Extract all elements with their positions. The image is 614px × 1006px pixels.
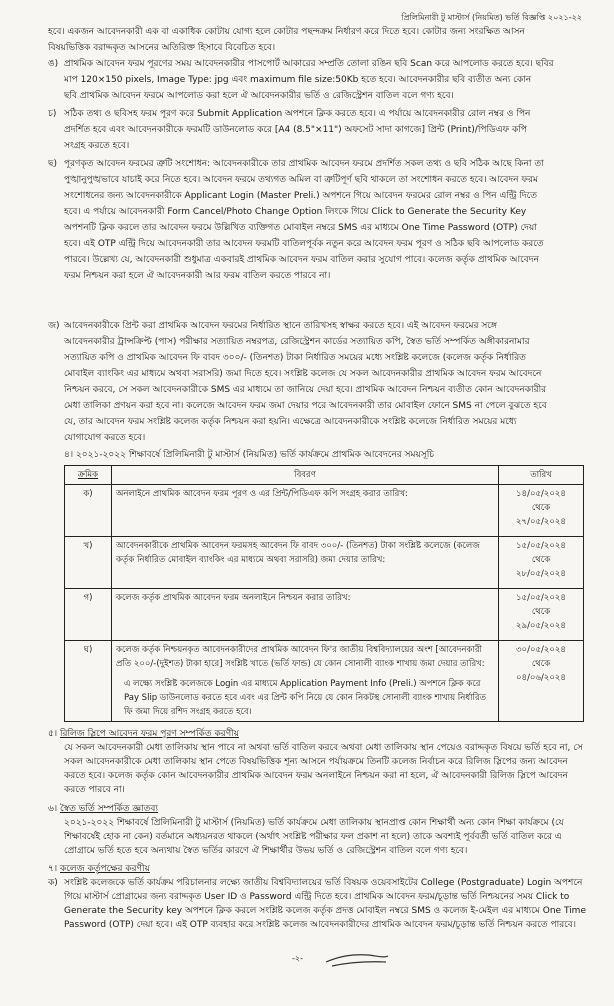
intro-paragraph	[48, 24, 576, 56]
section-title: রিলিজ স্লিপে আবেদন ফরম পূরণ সম্পর্কিত করণীয়	[59, 729, 240, 739]
item-line: মোবাইল ব্যাংকিং এর মাধ্যমে অথবা সরাসরি) জমা দিতে হবে। সংশ্লিষ্ট কলেজ যে সকল আবেদনকারীর প্রাথমিক আবেদন ফরম আবেদনে	[64, 369, 542, 379]
intro-line: বিষয়ভিত্তিক বরাদ্দকৃত আসনের অতিরিক্ত হিসাবে বিবেচিত হবে।	[48, 43, 276, 53]
date-start: ৩০/০৫/২০২৪	[516, 645, 566, 655]
item-line: সংশোধনের জন্য আবেদনকারীকে Applicant Login (Master Preli.) অপশনে গিয়ে আবেদন ফরমের রোল নম্বর ও পিন এন্ট্রি দিতে	[64, 191, 538, 201]
item-nga	[48, 56, 592, 104]
section-heading	[48, 862, 588, 876]
date-start: ১৪/০৫/২০২৪	[516, 489, 566, 499]
section-heading	[48, 727, 588, 741]
date-range-word: থেকে	[531, 503, 551, 513]
date-end: ২৮/০৫/২০২৪	[516, 569, 566, 579]
description-header: বিবরণ	[112, 466, 499, 485]
date-start: ১৫/০৫/২০২৪	[516, 541, 566, 551]
item-line: সত্যায়িত কপি ও প্রাথমিক আবেদন ফি বাবদ ৩০০/- (তিনশত) টাকা নির্ধারিত সময়ের মধ্যে সংশ্লিষ্ট কলেজে (কলেজ কর্তৃক নির্ধারিত	[64, 353, 526, 363]
item-line: হবে। এ পর্যায়ে আবেদনকারী Form Cancel/Photo Change Option লিংকে গিয়ে Click to Generate the Security Key	[64, 207, 527, 217]
date-header: তারিখ	[499, 466, 584, 485]
item-line: অপশনটি ক্লিক করলে তার আবেদন ফরমে উল্লিখিত ব্যক্তিগত মোবাইল নম্বরে SMS এর মাধ্যমে One Time Password (OTP) দেয়া	[64, 223, 537, 233]
section-7	[48, 862, 588, 932]
date-end: ২৯/০৫/২০২৪	[516, 621, 566, 631]
row-serial: খ)	[65, 537, 112, 589]
item-line: যোগাযোগ করতে হবে।	[64, 433, 146, 443]
section-heading	[48, 802, 588, 816]
section-item	[48, 876, 588, 932]
item-line: আবেদনকারীর ট্রান্সক্রিপ্ট (পাস) পরীক্ষার সত্যায়িত নম্বরপত্র, রেজিস্ট্রেশন কার্ডের সত্যায়িত কপি, স্বৈত ভর্তি সম্পর্কিত অঙ্গীকারনামার	[64, 337, 530, 347]
section-4-heading	[64, 448, 584, 462]
item-label: ঙ)	[48, 59, 59, 69]
item-line: ফরম নিশ্চয়ন করা হলে ঐ আবেদনকারী আর ফরম বাতিল করতে পারবে না।	[64, 271, 331, 281]
section-6	[48, 802, 588, 858]
schedule-table	[64, 465, 584, 722]
row-description: অনলাইনে প্রাথমিক আবেদন ফরম পূরণ ও এর প্রিন্ট/পিডিএফ কপি সংগ্রহ করার তারিখ:	[112, 485, 499, 537]
item-line: মেধা তালিকা প্রণয়ন করা হবে না। কলেজে আবেদন ফরম জমা দেয়ার পরে আবেদনকারী তার মোবাইল ফোনে SMS না পেলে বুঝতে হবে	[64, 401, 547, 411]
item-line: হবে। এই OTP এন্ট্রি দিয়ে আবেদনকারী তার আবেদন ফরমটি বাতিলপূর্বক নতুন করে আবেদন ফরম পূরণ ও সঠিক ছবি আপলোড করতে	[64, 239, 544, 249]
item-chha	[48, 156, 592, 284]
item-line: প্রাথমিক আবেদন ফরম পূরণের সময় আবেদনকারীর পাসপোর্ট আকারের সম্প্রতি তোলা রঙিন ছবি Scan করে আপলোড করতে হবে। ছবির	[64, 59, 554, 69]
section-number: ৪।	[64, 450, 74, 460]
table-header-row	[65, 466, 584, 485]
item-label: চ)	[48, 109, 57, 119]
date-range-word: থেকে	[531, 555, 551, 565]
item-line: মাপ 120×150 pixels, Image Type: jpg এবং maximum file size:50Kb হতে হবে। আবেদনকারীর ছবি ব্যতীত অন্য কোন	[64, 75, 532, 85]
item-line: প্রদর্শিত হবে এবং আবেদনকারীকে ফরমটি ডাউনলোড করে [A4 (8.5"×11") অফসেট সাদা কাগজে] প্রিন্ট (Print)/পিডিএফ কপি	[64, 125, 527, 135]
signature-mark	[322, 946, 392, 970]
row-dates	[499, 537, 584, 589]
item-line: পারবে। উল্লেখ্য যে, আবেদনকারী শুধুমাত্র একবারই প্রাথমিক আবেদন ফরম বাতিল করার সুযোগ পাবে। কলেজ কর্তৃক প্রাথমিক আবেদন	[64, 255, 539, 265]
date-end: ০৪/০৬/২০২৪	[516, 673, 566, 683]
section-body: ২০২১-২০২২ শিক্ষাবর্ষে প্রিলিমিনারী টু মাস্টার্স (নিয়মিত) ভর্তি কার্যক্রমে মেধা তালিকায় স্থানপ্রাপ্ত কোন শিক্ষার্থী অন্য কোন শিক্ষা কার্যক্রমে (যে শিক্ষাবর্ষেই হোক না কেন) বর্তমানে অধ্যয়নরত থাকলে (অর্থাৎ সংশ্লিষ্ট পরীক্ষার ফল প্রকাশ না হলে) তাকে অবশ্যই পূর্ববর্তী ভর্তি বাতিল করে এ প্রোগ্রামে ভর্তি হতে হবে অন্যথায় স্বৈত ভর্তির কারণে ঐ শিক্ষার্থীর উভয় ভর্তি ও রেজিস্ট্রেশন বাতিল বলে গণ্য হবে।	[64, 818, 564, 856]
page-header: প্রিলিমিনারী টু মাস্টার্স (নিয়মিত) ভর্তি বিজ্ঞপ্তি ২০২১-২২	[401, 13, 582, 22]
table-row	[65, 537, 584, 589]
section-number: ৫।	[48, 729, 58, 739]
item-label: জ)	[48, 321, 60, 331]
item-line: ছবি প্রাথমিক আবেদন ফরমে আপলোড করা হলে ঐ আবেদনকারীর ভর্তি ও রেজিস্ট্রেশন বাতিল বলে গণ্য হবে।	[64, 91, 454, 101]
date-start: ১৫/০৫/২০২৪	[516, 593, 566, 603]
date-range-word: থেকে	[531, 659, 551, 669]
row-serial: ক)	[65, 485, 112, 537]
page-number: -২-	[292, 954, 303, 963]
row-dates	[499, 641, 584, 722]
section-body: সংশ্লিষ্ট কলেজকে ভর্তি কার্যক্রম পরিচালনার লক্ষ্যে জাতীয় বিশ্ববিদ্যালয়ের ভর্তি বিষয়ক ওয়েবসাইটের College (Postgraduate) Login অপশনে গিয়ে মাস্টার্স প্রোগ্রামের জন্য বরাদ্দকৃত User ID ও Password এন্ট্রি দিতে হবে। প্রাথমিক আবেদন ফরম/চূড়ান্ত ভর্তি নিশ্চয়নের সময় Click to Generate the Security key অপশনে ক্লিক করলে সংশ্লিষ্ট কলেজ কর্তৃক প্রদত্ত মোবাইল নম্বরে SMS ও কলেজ ই-মেইল এর মাধ্যমে One Time Password (OTP) দেয়া হবে। এই OTP ব্যবহার করে সংশ্লিষ্ট কলেজ আবেদনকারীদের প্রাথমিক আবেদন ফরম/চূড়ান্ত ভর্তি নিশ্চয়ন করতে পারবে।	[64, 878, 586, 930]
row-description: কলেজ কর্তৃক প্রাথমিক আবেদন ফরম অনলাইনে নিশ্চয়ন করার তারিখ:	[112, 589, 499, 641]
intro-line: হবে। একজন আবেদনকারী এক বা একাধিক কোটায় যোগ্য হলে কোটার পছন্দক্রম নির্ধারণ করে দিতে হবে। কোটার জন্য সংরক্ষিত আসন	[48, 27, 525, 37]
item-label: ক)	[48, 878, 58, 888]
table-row	[65, 485, 584, 537]
row-description-cell	[112, 641, 499, 722]
item-label: ছ)	[48, 159, 57, 169]
item-line: সঠিক তথ্য ও ছবিসহ ফরম পূরণ করে Submit Application অপশনে ক্লিক করতে হবে। এ পর্যায়ে আবেদনকারীর রোল নম্বর ও পিন	[64, 109, 531, 119]
section-number: ৭।	[48, 864, 58, 874]
serial-header: ক্রমিক	[65, 466, 112, 485]
row-note: এ লক্ষ্যে সংশ্লিষ্ট কলেজকে Login এর মাধ্যমে Application Payment Info (Preli.) অপশনে ক্লিক করে Pay Slip ডাউনলোড করতে হবে এবং এর প্রিন্ট কপি নিয়ে যে কোন নিকটস্থ সোনালী ব্যাংক শাখায় নির্ধারিত ফি জমা দিয়ে রশিদ সংগ্রহ করতে হবে।	[124, 679, 487, 717]
item-line: পুঙ্খানুপুঙ্খভাবে যাচাই করে নিতে হবে। আবেদন ফরমে তথ্যগত অমিল বা ত্রুটিপূর্ণ ছবি থাকলে তা সংশোধন করতে হবে। আবেদন ফরম	[64, 175, 538, 185]
item-line: পূরণকৃত আবেদন ফরমের ত্রুটি সংশোধন: আবেদনকারীকে তার প্রাথমিক আবেদন ফরমে প্রদর্শিত সকল তথ্য ও ছবি সঠিক আছে কিনা তা	[64, 159, 544, 169]
row-dates	[499, 485, 584, 537]
item-line: নিশ্চয়ন করবে, সে সকল আবেদনকারীকে SMS এর মাধ্যমে তা জানিয়ে দেয়া হবে। প্রাথমিক আবেদন নিশ্চয়ন ব্যতীত কোন আবেদনকারীর	[64, 385, 547, 395]
section-number: ৬।	[48, 804, 58, 814]
row-serial: ঘ)	[65, 641, 112, 722]
item-ja	[48, 318, 592, 446]
date-end: ২৭/০৫/২০২৪	[516, 517, 566, 527]
item-line: যে, তার আবেদন ফরম সংশ্লিষ্ট কলেজ কর্তৃক নিশ্চয়ন করা হয়নি। এক্ষেত্রে আবেদনকারীকে সংশ্লিষ্ট কলেজে নির্ধারিত সময়ের মধ্যে	[64, 417, 517, 427]
section-title: কলেজ কর্তৃপক্ষের করণীয়	[59, 864, 150, 874]
table-row	[65, 589, 584, 641]
date-range-word: থেকে	[531, 607, 551, 617]
row-description: আবেদনকারীকে প্রাথমিক আবেদন ফরমসহ আবেদন ফি বাবদ ৩০০/- (তিনশত) টাকা সংশ্লিষ্ট কলেজে (কলেজ কর্তৃক নির্ধারিত মোবাইল ব্যাংকিং এর মাধ্যমে অথবা সরাসরি) জমা দেয়ার তারিখ:	[112, 537, 499, 589]
item-cha	[48, 106, 592, 154]
table-row	[65, 641, 584, 722]
row-dates	[499, 589, 584, 641]
item-line: সংগ্রহ করতে হবে।	[64, 141, 130, 151]
section-body: যে সকল আবেদনকারী মেধা তালিকায় স্থান পাবে না অথবা ভর্তি বাতিল করবে অথবা মেধা তালিকায় স্থান পেয়েও বরাদ্দকৃত বিষয়ে ভর্তি হবে না, সে সকল আবেদনকারীকে মেধা তালিকায় স্থান পেতে বিষয়ভিত্তিক শূন্য আসনে পর্যায়ক্রমে তিনটি কলেজ নির্বাচন করে রিলিজ স্লিপের জন্য আবেদন করতে হবে। কলেজ কর্তৃক কোন আবেদনকারীর প্রাথমিক আবেদন ফরম অনলাইনে নিশ্চয়ন করা না হলে, ঐ আবেদনকারী রিলিজ স্লিপে আবেদন করতে পারবে না।	[64, 743, 583, 795]
section-5	[48, 727, 588, 797]
row-description: কলেজ কর্তৃক নিশ্চয়নকৃত আবেদনকারীদের প্রাথমিক আবেদন ফি'র জাতীয় বিশ্ববিদ্যালয়ের অংশ [আবেদনকারী প্রতি ২০০/-(দুইশত) টাকা হারে] সংশ্লিষ্ট খাতে (ভর্তি ফান্ড) যে কোন সোনালী ব্যাংক শাখায় জমা দেয়ার তারিখ:	[116, 645, 485, 669]
section-title: ২০২১-২০২২ শিক্ষাবর্ষে প্রিলিমিনারী টু মাস্টার্স (নিয়মিত) ভর্তি কার্যক্রমে প্রাথমিক আবেদনের সময়সূচি	[75, 450, 435, 460]
item-line: আবেদনকারীকে প্রিন্ট করা প্রাথমিক আবেদন ফরমের নির্ধারিত স্থানে তারিখসহ স্বাক্ষর করতে হবে। এই আবেদন ফরমের সঙ্গে	[64, 321, 497, 331]
section-title: স্বৈত ভর্তি সম্পর্কিত জ্ঞাতব্য	[59, 804, 159, 814]
row-serial: গ)	[65, 589, 112, 641]
